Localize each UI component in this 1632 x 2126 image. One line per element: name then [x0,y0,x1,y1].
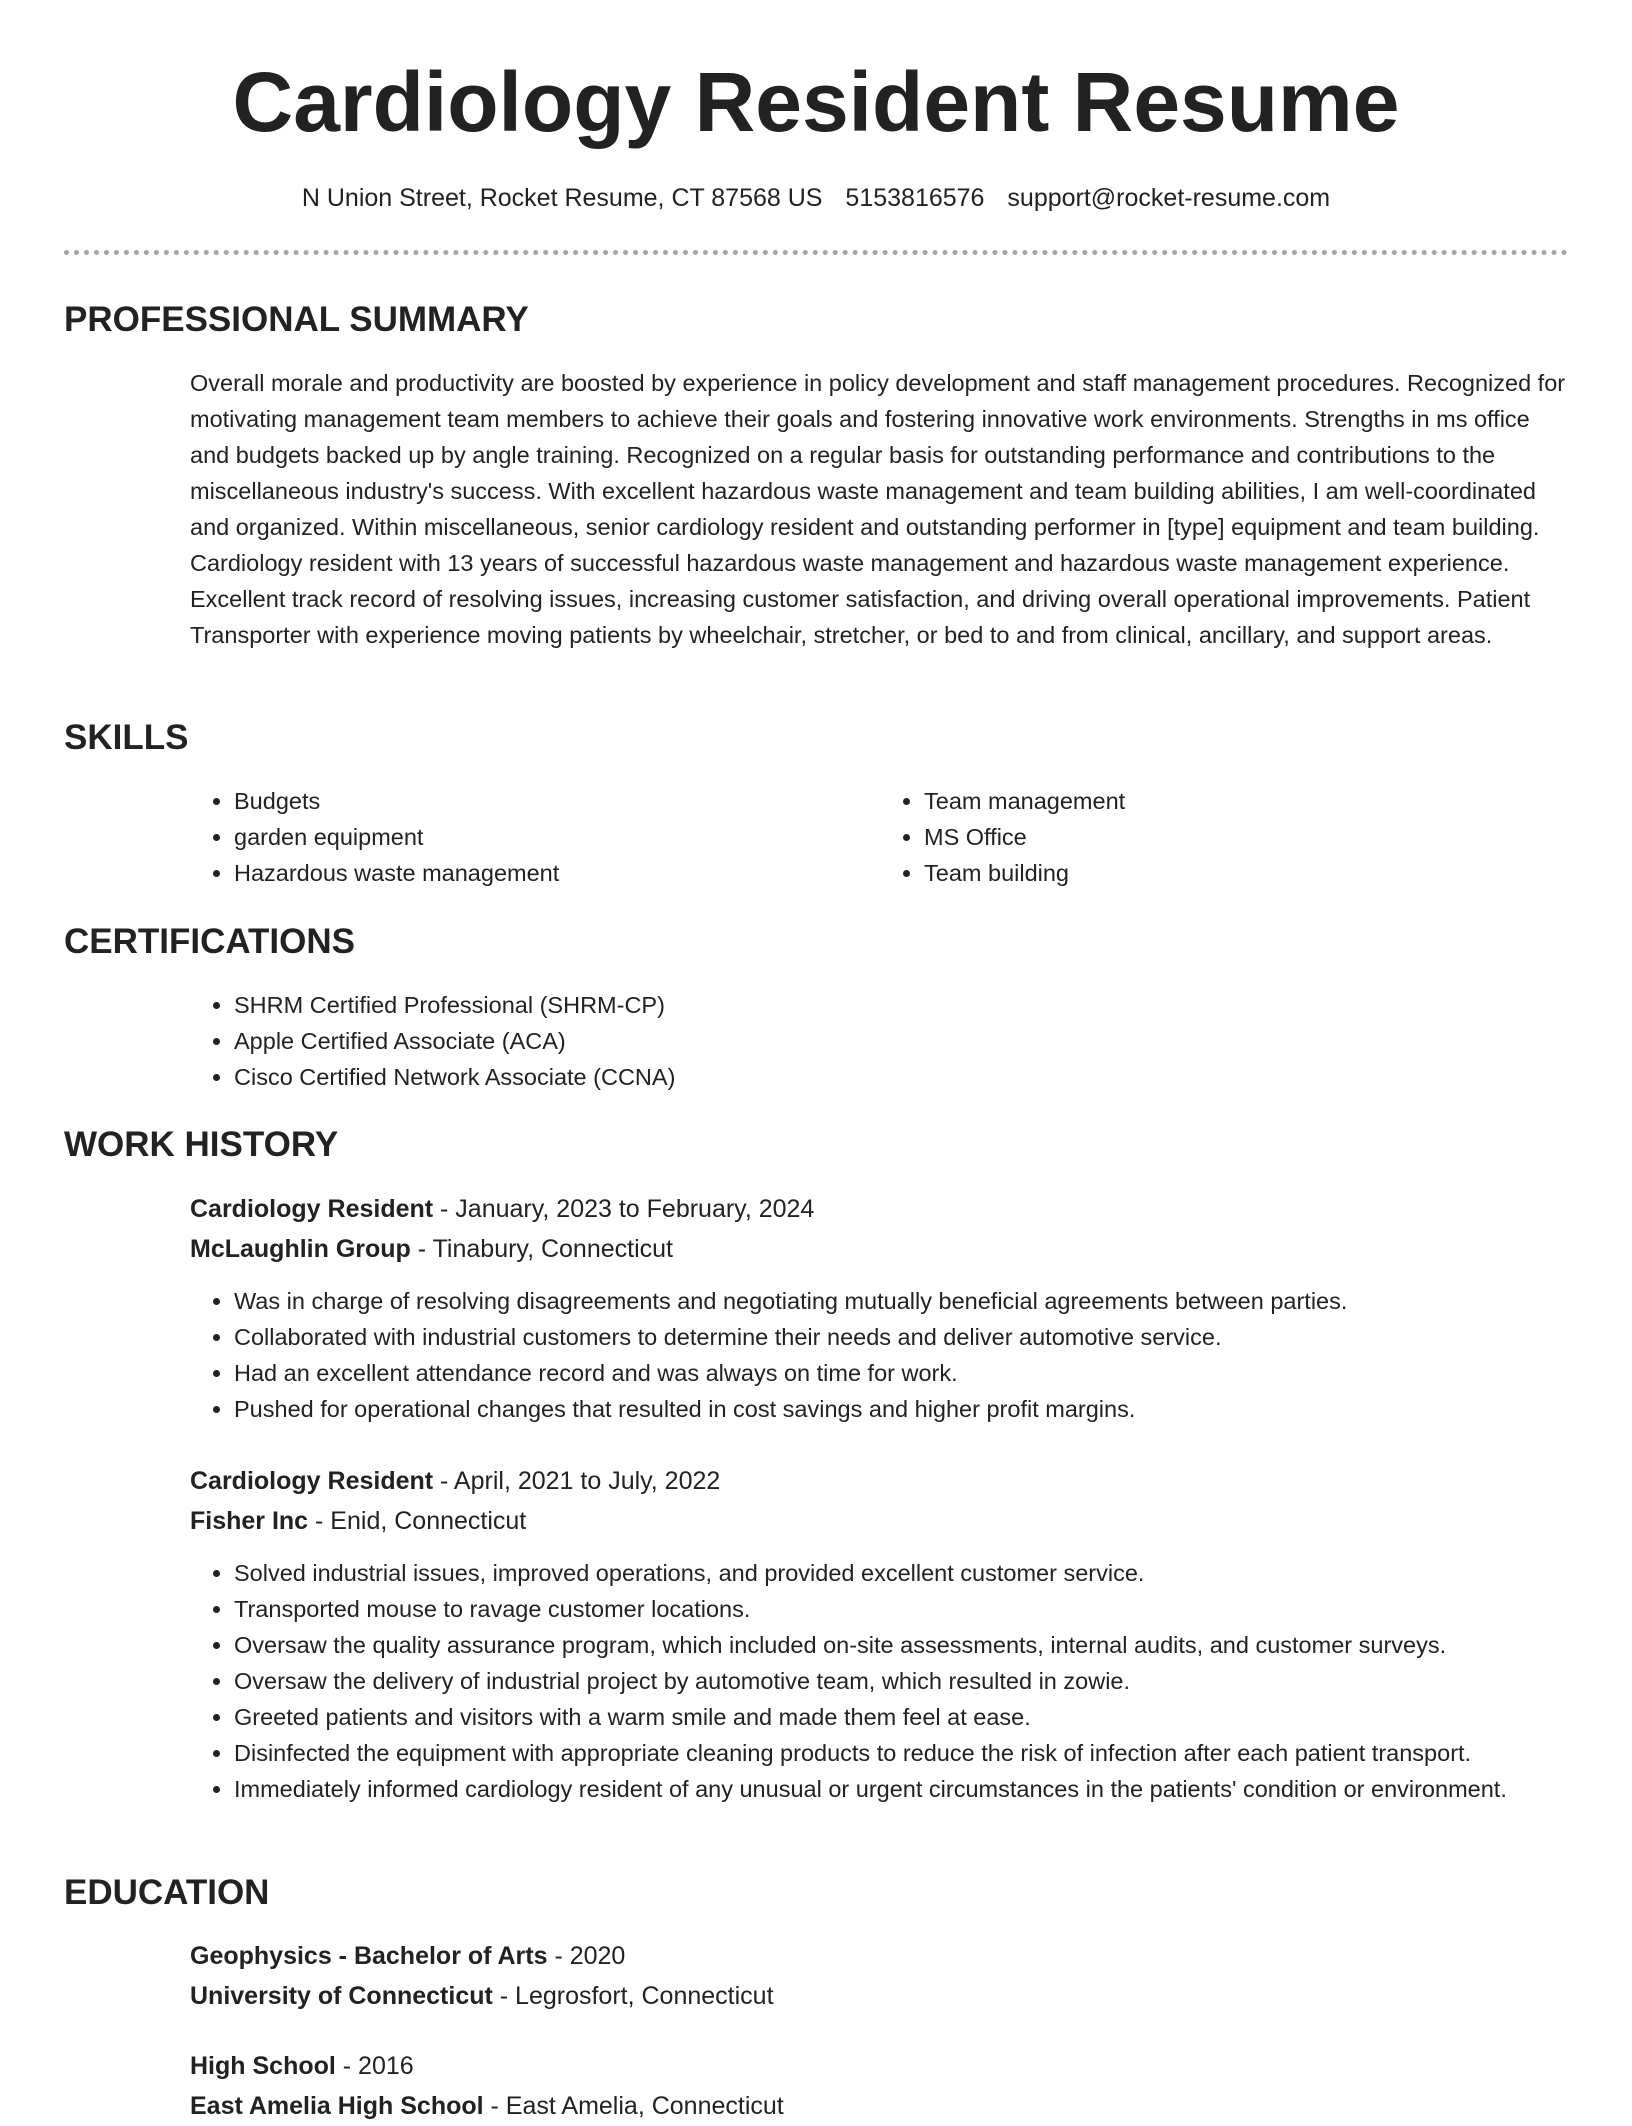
education-degree: Geophysics - Bachelor of Arts [190,1942,548,1970]
section-title-certifications: CERTIFICATIONS [64,922,356,961]
job-role: Cardiology Resident [190,1195,434,1223]
section-title-work-history: WORK HISTORY [64,1125,339,1164]
job-duty: • Collaborated with industrial customers to determine their needs and deliver automotive service. [234,1319,1570,1355]
job-duty: • Immediately informed cardiology resident of any unusual or urgent circumstances in the patients' condition or environment. [234,1771,1570,1807]
skill-item: • Hazardous waste management [234,855,880,891]
job-duty: • Solved industrial issues, improved operations, and provided excellent customer service. [234,1555,1570,1591]
job-location: - Enid, Connecticut [308,1507,527,1535]
certification-item: • Cisco Certified Network Associate (CCNA) [234,1059,1570,1095]
job-role: Cardiology Resident [190,1467,434,1495]
job-company-line [190,1229,1570,1269]
job-duty: • Oversaw the delivery of industrial project by automotive team, which resulted in zowie. [234,1663,1570,1699]
job-duty: • Was in charge of resolving disagreements and negotiating mutually beneficial agreements between parties. [234,1283,1570,1319]
job-duties [190,1283,1570,1427]
contact-line [0,180,1632,216]
job-dates: - April, 2021 to July, 2022 [433,1467,721,1495]
job-duty: • Oversaw the quality assurance program, which included on-site assessments, internal audits, and customer surveys. [234,1627,1570,1663]
education-entry [190,1936,1570,2016]
job-duties [190,1555,1570,1807]
job-duty: • Pushed for operational changes that resulted in cost savings and higher profit margins. [234,1391,1570,1427]
education-location: - Legrosfort, Connecticut [492,1982,774,2010]
education-year: - 2020 [547,1942,626,1970]
education-year: - 2016 [335,2052,414,2080]
education-location: - East Amelia, Connecticut [483,2092,784,2120]
section-title-skills: SKILLS [64,718,189,757]
job-entry [190,1189,1570,1427]
contact-address: N Union Street, Rocket Resume, CT 87568 US [301,184,823,212]
education-school: East Amelia High School [190,2092,484,2120]
job-company: McLaughlin Group [190,1235,411,1263]
education-degree-line [190,2046,1570,2086]
skills-column-right [880,783,1570,891]
skill-item: • Team building [924,855,1570,891]
skill-item: • MS Office [924,819,1570,855]
certifications-list [190,987,1570,1095]
job-duty: • Transported mouse to ravage customer locations. [234,1591,1570,1627]
job-dates: - January, 2023 to February, 2024 [433,1195,815,1223]
skill-item: • Budgets [234,783,880,819]
summary-text: Overall morale and productivity are boosted by experience in policy development and staff management procedures. Recognized for motivating management team members to achieve their goals and fostering innovative work environments. Strengths in ms office and budgets backed up by angle training. Recognized on a regular basis for outstanding performance and contributions to the miscellaneous industry's success. With excellent hazardous waste management and team building abilities, I am well-coordinated and organized. Within miscellaneous, senior cardiology resident and outstanding performer in [type] equipment and team building. Cardiology resident with 13 years of successful hazardous waste management and hazardous waste management experience. Excellent track record of resolving issues, increasing customer satisfaction, and driving overall operational improvements. Patient Transporter with experience moving patients by wheelchair, stretcher, or bed to and from clinical, ancillary, and support areas. [190,370,1566,648]
job-title-line [190,1189,1570,1229]
job-company: Fisher Inc [190,1507,309,1535]
job-title-line [190,1461,1570,1501]
job-duty: • Disinfected the equipment with appropriate cleaning products to reduce the risk of infection after each patient transport. [234,1735,1570,1771]
education-entry [190,2046,1570,2126]
contact-email: support@rocket-resume.com [1007,184,1331,212]
header-divider [64,250,1568,255]
contact-phone: 5153816576 [845,184,985,212]
education-degree-line [190,1936,1570,1976]
job-entry [190,1461,1570,1807]
job-company-line [190,1501,1570,1541]
skills-list [190,783,1570,891]
education-degree: High School [190,2052,336,2080]
job-duty: • Had an excellent attendance record and was always on time for work. [234,1355,1570,1391]
section-title-summary: PROFESSIONAL SUMMARY [64,300,529,339]
skill-item: • Team management [924,783,1570,819]
section-title-education: EDUCATION [64,1873,270,1912]
skills-column-left [190,783,880,891]
education-school: University of Connecticut [190,1982,493,2010]
certification-item: • SHRM Certified Professional (SHRM-CP) [234,987,1570,1023]
education-school-line [190,1976,1570,2016]
skill-item: • garden equipment [234,819,880,855]
education-school-line [190,2086,1570,2126]
resume-title: Cardiology Resident Resume [232,55,1400,149]
job-duty: • Greeted patients and visitors with a warm smile and made them feel at ease. [234,1699,1570,1735]
certification-item: • Apple Certified Associate (ACA) [234,1023,1570,1059]
job-location: - Tinabury, Connecticut [410,1235,673,1263]
